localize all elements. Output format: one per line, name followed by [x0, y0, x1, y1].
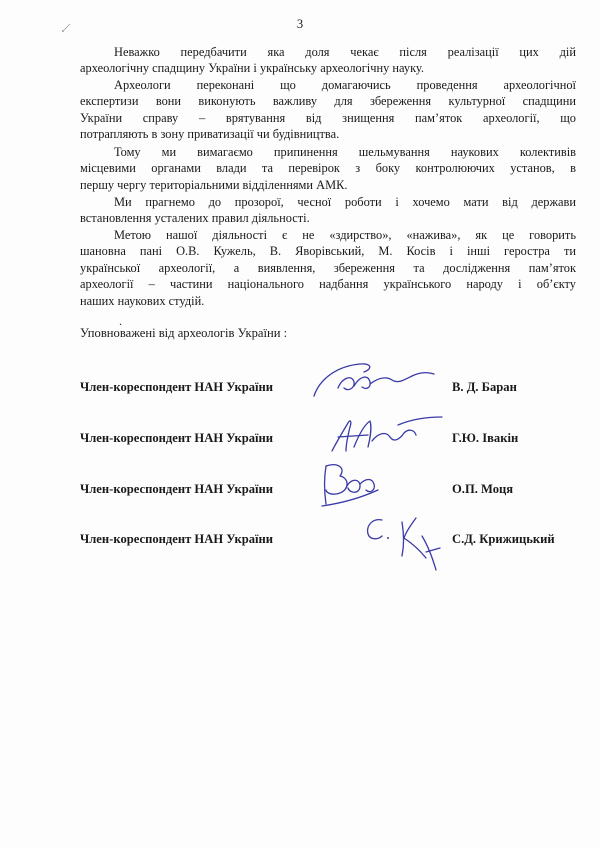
- signatory-title: Член-кореспондент НАН України: [80, 482, 274, 496]
- paragraph-line: Тому ми вимагаємо припинення шельмування наукових колективів: [114, 145, 576, 159]
- paragraph-2: [80, 77, 576, 143]
- paragraph-line: археології – частини національного надбання українського народу і об’єкту: [80, 277, 576, 292]
- signatory-name: Г.Ю. Івакін: [452, 431, 519, 445]
- paragraph-4: [80, 194, 576, 227]
- signatory-title: Член-кореспондент НАН України: [80, 431, 274, 445]
- paragraph-line: встановлення усталених правил діяльності.: [80, 211, 310, 226]
- paragraph-line: шановна пані О.В. Кужель, В. Яворівський, М. Косів і інші геростра ти: [80, 244, 576, 259]
- paragraph-line: місцевими органами влади та перевірок з боку контролюючих установ, в: [80, 161, 576, 176]
- stray-dot: .: [119, 314, 122, 328]
- handwritten-signature: [328, 413, 448, 457]
- paragraph-5: [80, 227, 576, 309]
- paragraph-line: Археологи переконані що домагаючись проведення археологічної: [114, 78, 576, 92]
- paragraph-line: української археології, а виявлення, збереження та дослідження пам’яток: [80, 260, 576, 275]
- paragraph-line: Ми прагнемо до прозорої, чесної роботи і хочемо мати від держави: [114, 195, 576, 209]
- signature-row: [80, 423, 580, 453]
- paragraph-line: Неважко передбачити яка доля чекає після реалізації цих дій: [114, 45, 576, 59]
- signatory-title: Член-кореспондент НАН України: [80, 532, 274, 546]
- paragraph-line: експертизи вони виконують важливу для збереження культурної спадщини: [80, 94, 576, 109]
- signatory-name: В. Д. Баран: [452, 380, 517, 394]
- signatory-title: Член-кореспондент НАН України: [80, 380, 274, 394]
- signature-row: [80, 372, 580, 402]
- paragraph-3: [80, 144, 576, 193]
- authorized-heading: Уповноважені від археологів України :: [80, 326, 288, 340]
- paragraph-line: першу чергу територіальними відділеннями АМК.: [80, 177, 348, 192]
- handwritten-signature: [362, 512, 452, 574]
- paragraph-line: потрапляють в зону приватизації чи будівництва.: [80, 127, 340, 142]
- page-number: 3: [296, 17, 304, 31]
- paragraph-line: наших наукових студій.: [80, 293, 205, 308]
- signatory-name: О.П. Моця: [452, 482, 514, 496]
- paragraph-line: археологічну спадщину України і українську археологічну науку.: [80, 61, 424, 76]
- paragraph-1: [80, 44, 576, 77]
- signatory-name: С.Д. Крижицький: [452, 532, 555, 546]
- handwritten-signature: [316, 460, 386, 510]
- paragraph-line: Метою нашої діяльності є не «здирство», «нажива», як це говорить: [114, 228, 576, 242]
- signature-row: [80, 524, 580, 554]
- signature-row: [80, 474, 580, 504]
- paragraph-line: України справу – врятування від знищення пам’яток археології, що: [80, 110, 576, 125]
- handwritten-signature: [308, 358, 438, 406]
